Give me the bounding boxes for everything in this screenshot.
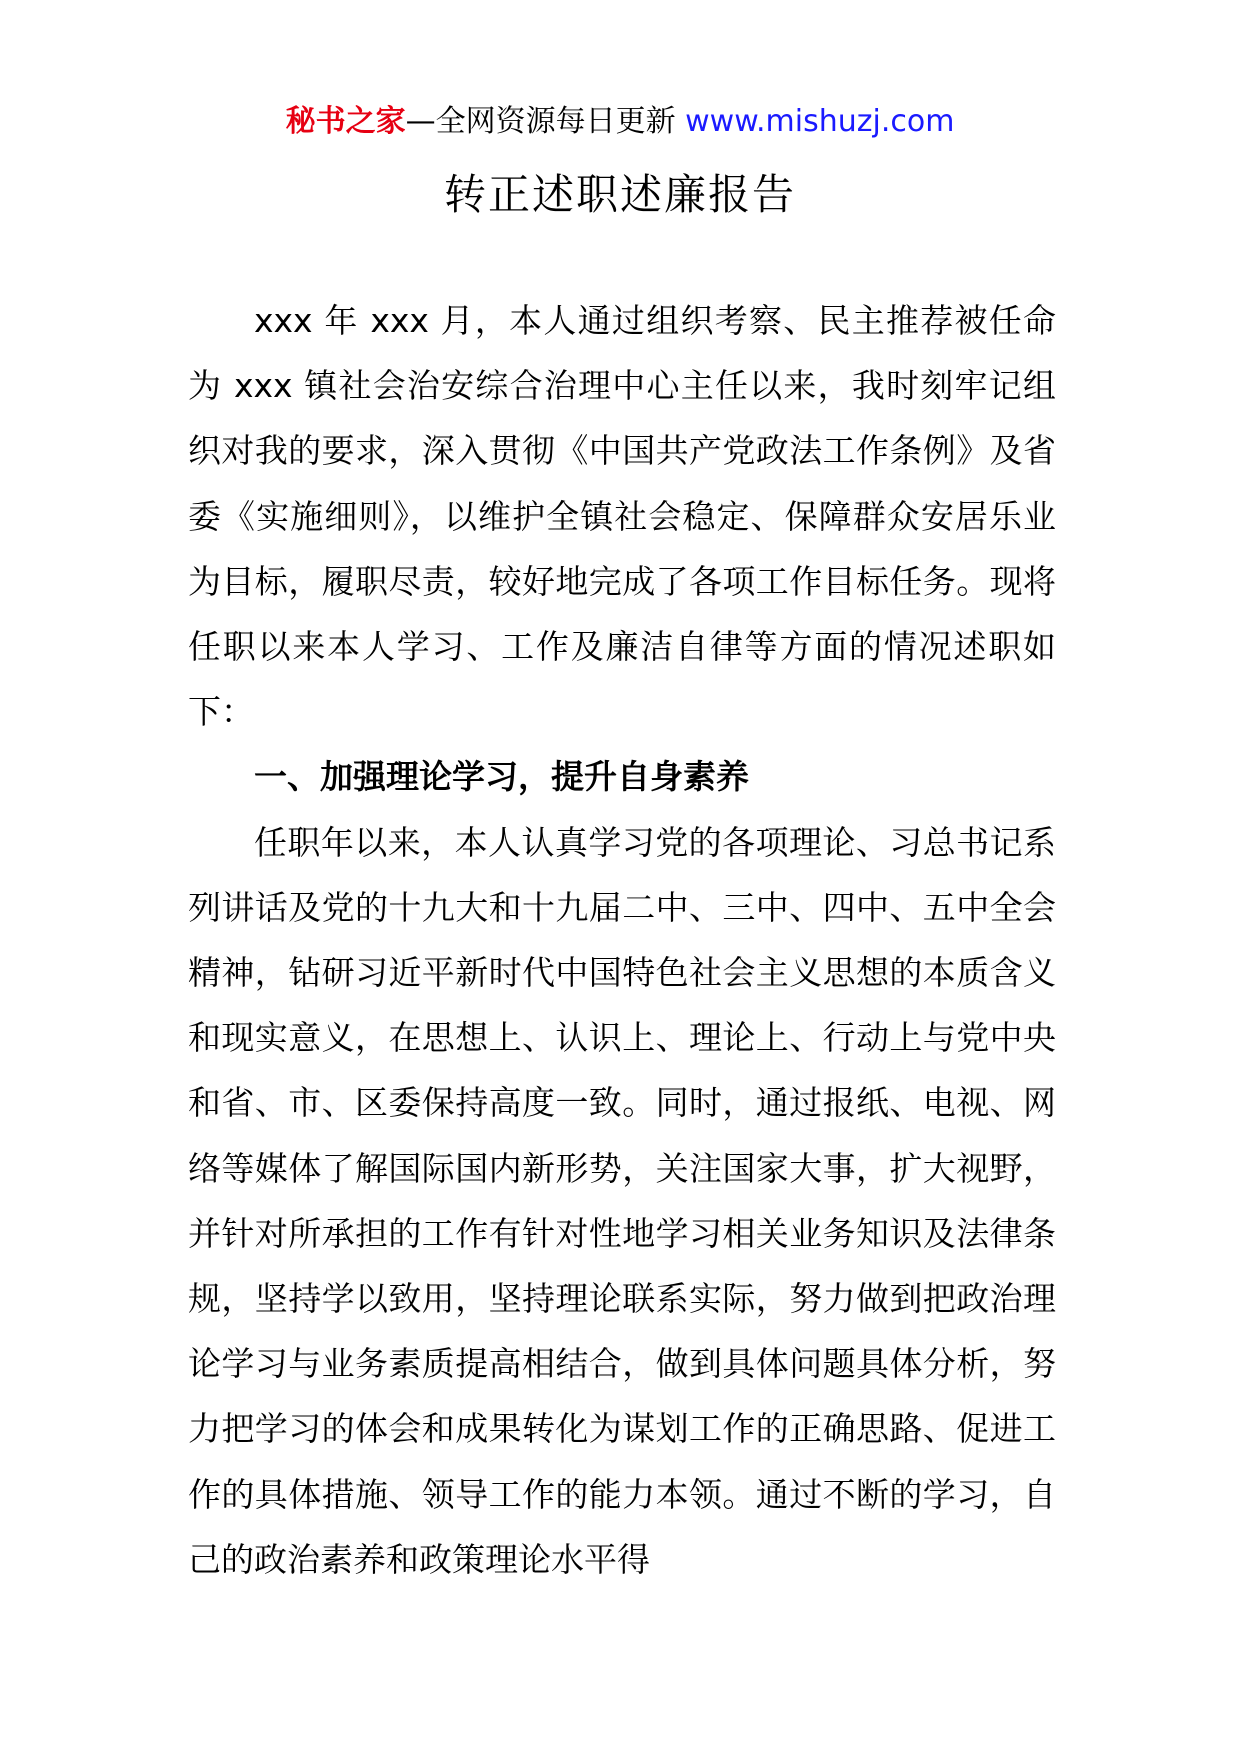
document-body	[188, 288, 1056, 1592]
body-paragraph-1: 任职年以来，本人认真学习党的各项理论、习总书记系列讲话及党的十九大和十九届二中、三中、四中、五中全会精神，钻研习近平新时代中国特色社会主义思想的本质含义和现实意义，在思想上、认识上、理论上、行动上与党中央和省、市、区委保持高度一致。同时，通过报纸、电视、网络等媒体了解国际国内新形势，关注国家大事，扩大视野，并针对所承担的工作有针对性地学习相关业务知识及法律条规，坚持学以致用，坚持理论联系实际，努力做到把政治理论学习与业务素质提高相结合，做到具体问题具体分析，努力把学习的体会和成果转化为谋划工作的正确思路、促进工作的具体措施、领导工作的能力本领。通过不断的学习，自己的政治素养和政策理论水平得	[188, 822, 1056, 1579]
section-heading-1: 一、加强理论学习，提升自身素养	[254, 757, 749, 797]
intro-paragraph: xxx 年 xxx 月，本人通过组织考察、民主推荐被任命为 xxx 镇社会治安综合治理中心主任以来，我时刻牢记组织对我的要求，深入贯彻《中国共产党政法工作条例》及省委《实施细则》，以维护全镇社会稳定、保障群众安居乐业为目标，履职尽责，较好地完成了各项工作目标任务。现将任职以来本人学习、工作及廉洁自律等方面的情况述职如下：	[188, 301, 1056, 732]
banner-slogan: —全网资源每日更新	[405, 104, 686, 139]
site-banner	[0, 102, 1240, 142]
site-url-link[interactable]: www.mishuzj.com	[685, 104, 955, 139]
brand-name: 秘书之家	[285, 104, 406, 139]
document-title: 转正述职述廉报告	[443, 170, 796, 219]
